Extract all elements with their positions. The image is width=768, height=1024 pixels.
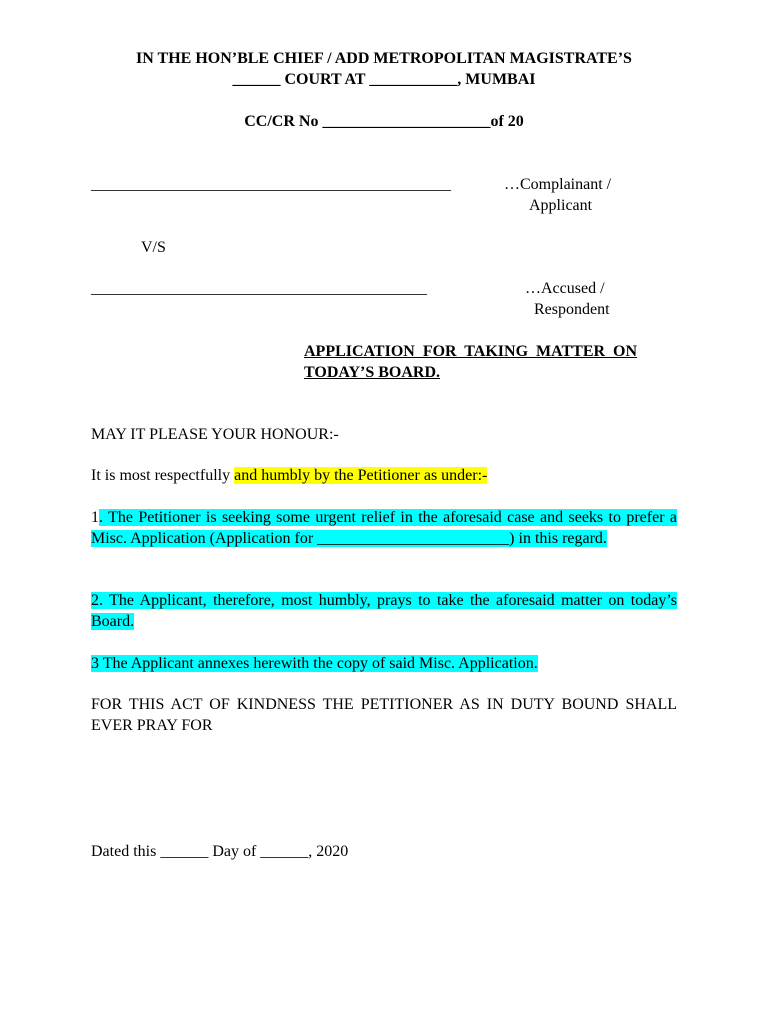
- point-3-paragraph: [91, 653, 538, 674]
- complainant-role-line1: …Complainant /: [504, 176, 612, 193]
- complainant-role-line2: Applicant: [529, 197, 593, 214]
- closing-prayer: FOR THIS ACT OF KINDNESS THE PETITIONER AS IN DUTY BOUND SHALL EVER PRAY FOR: [91, 696, 677, 734]
- point-2-paragraph: [91, 590, 677, 632]
- intro-highlighted-text: and humbly by the Petitioner as under:-: [234, 467, 488, 484]
- dated-line: Dated this ______ Day of ______, 2020: [91, 843, 349, 860]
- court-title-line1: IN THE HON’BLE CHIEF / ADD METROPOLITAN MAGISTRATE’S: [136, 50, 632, 67]
- point-3-text: 3 The Applicant annexes herewith the copy of said Misc. Application.: [91, 655, 538, 672]
- point-1-paragraph: [91, 507, 677, 549]
- complainant-name-blank: _____________________________________________: [91, 176, 451, 193]
- accused-role-line2: Respondent: [534, 301, 610, 318]
- intro-paragraph: [91, 465, 487, 486]
- intro-plain-text: It is most respectfully: [91, 467, 235, 484]
- point-1-text: . The Petitioner is seeking some urgent relief in the aforesaid case and seeks to prefer a Misc. Application (Application for ________________________) in this regard.: [91, 509, 677, 547]
- point-1-number: 1: [91, 509, 99, 526]
- case-number: CC/CR No _____________________of 20: [244, 113, 524, 130]
- accused-name-blank: __________________________________________: [91, 280, 427, 297]
- accused-role-line1: …Accused /: [525, 280, 605, 297]
- application-title-line2: TODAY’S BOARD.: [304, 364, 441, 381]
- point-2-text: 2. The Applicant, therefore, most humbly, prays to take the aforesaid matter on today’s Board.: [91, 592, 677, 630]
- application-title-line1: APPLICATION FOR TAKING MATTER ON: [304, 343, 638, 360]
- court-title-line2: ______ COURT AT ___________, MUMBAI: [232, 71, 536, 88]
- salutation: MAY IT PLEASE YOUR HONOUR:-: [91, 426, 339, 443]
- versus-label: V/S: [141, 239, 166, 256]
